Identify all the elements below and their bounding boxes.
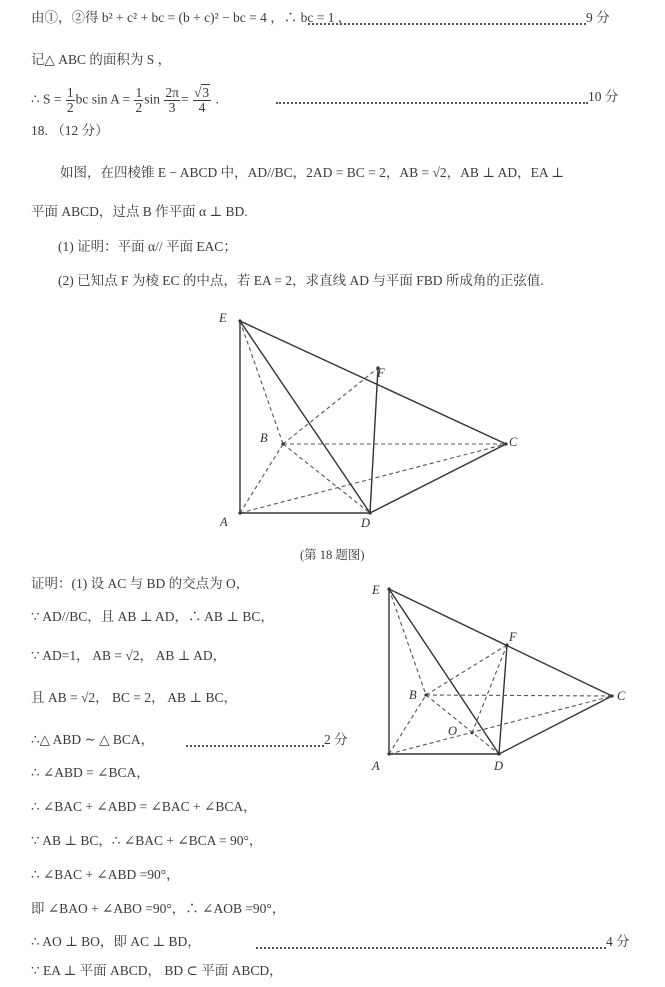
vertex-label-b: B <box>260 431 268 445</box>
vertex-label-d: D <box>361 516 371 530</box>
proof-text: ∵ AD=1， AB = √2， AB ⊥ AD， <box>31 648 227 663</box>
vertex-label-c: C <box>509 435 518 449</box>
proof-text: 即 ∠BAO + ∠ABO =90°，∴ ∠AOB =90°， <box>31 901 286 916</box>
statement-text-1: 如图，在四棱锥 E − ABCD 中，AD//BC，2AD = BC = 2，AB = √2，AB ⊥ AD，EA ⊥ <box>60 165 564 180</box>
sin-text: sin <box>144 91 160 107</box>
problem-number-text: 18. （12 分） <box>31 123 109 138</box>
solution-text: 由①，②得 b² + c² + bc = (b + c)² − bc = 4 ，∴ bc = 1 ， <box>31 10 352 25</box>
proof-text: ∵ AD//BC，且 AB ⊥ AD，∴ AB ⊥ BC， <box>31 609 274 624</box>
fraction-one-half: $\frac{1}{2}$ <box>66 85 74 115</box>
proof-text: ∵ AB ⊥ BC，∴ ∠BAC + ∠BCA = 90°， <box>31 833 263 848</box>
proof-text: ∴ ∠BAC + ∠ABD =90°， <box>31 867 180 882</box>
vertex-label-o: O <box>448 724 458 738</box>
vertex-label-a: A <box>220 515 228 529</box>
area-definition-text: 记△ ABC 的面积为 S ， <box>31 52 172 67</box>
score-label: 10 分 <box>588 89 619 104</box>
score-label: 4 分 <box>606 934 630 949</box>
score-label: 2 分 <box>324 732 348 747</box>
vertex-label-f: F <box>377 366 385 380</box>
proof-text: ∴ ∠BAC + ∠ABD = ∠BAC + ∠BCA， <box>31 799 257 814</box>
proof-text: ∵ EA ⊥ 平面 ABCD， BD ⊂ 平面 ABCD， <box>31 963 283 978</box>
fraction-sqrt3-over-4: $\frac{√3}{4}$ <box>193 85 210 115</box>
vertex-label-e: E <box>372 583 380 597</box>
vertex-label-f: F <box>509 630 517 644</box>
formula-mid: bc sin A = <box>75 91 131 107</box>
period: . <box>215 91 219 107</box>
part-1-text: (1) 证明：平面 α// 平面 EAC； <box>58 239 237 254</box>
formula-prefix: ∴ S = <box>31 91 62 107</box>
figure-caption: (第 18 题图) <box>300 548 365 562</box>
statement-text-2: 平面 ABCD，过点 B 作平面 α ⊥ BD. <box>31 204 248 219</box>
equals-sign: = <box>180 91 189 107</box>
fraction-one-half-2: $\frac{1}{2}$ <box>135 85 143 115</box>
proof-text: 且 AB = √2， BC = 2， AB ⊥ BC， <box>31 690 237 705</box>
vertex-label-d: D <box>494 759 504 773</box>
fraction-two-pi-over-three: $\frac{2\pi}{3}$ <box>165 85 179 115</box>
proof-text: 证明：(1) 设 AC 与 BD 的交点为 O， <box>31 576 250 591</box>
score-label: 9 分 <box>586 10 610 25</box>
proof-text: ∴ ∠ABD = ∠BCA， <box>31 765 150 780</box>
vertex-label-a: A <box>372 759 380 773</box>
part-2-text: (2) 已知点 F 为棱 EC 的中点，若 EA = 2，求直线 AD 与平面 FBD 所成角的正弦值. <box>58 273 544 288</box>
proof-text: ∴△ ABD ∼ △ BCA， <box>31 732 155 747</box>
vertex-label-e: E <box>219 311 227 325</box>
vertex-label-c: C <box>617 689 626 703</box>
proof-text: ∴ AO ⊥ BO，即 AC ⊥ BD， <box>31 934 201 949</box>
vertex-label-b: B <box>409 688 417 702</box>
